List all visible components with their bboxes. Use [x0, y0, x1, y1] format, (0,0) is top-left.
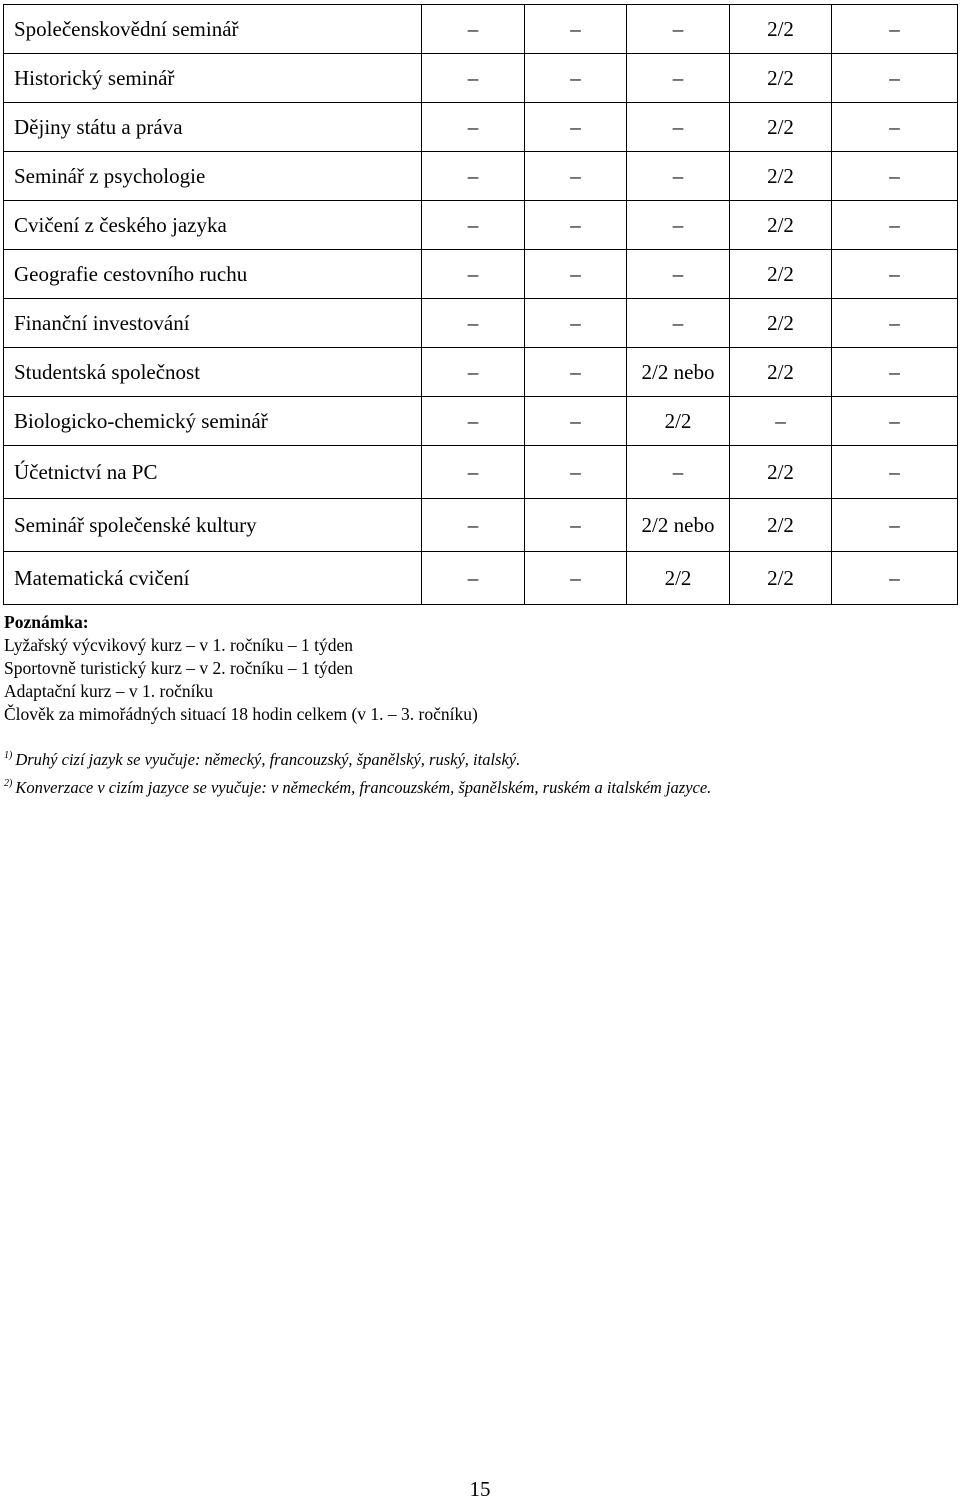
subject-name: Matematická cvičení: [4, 552, 422, 605]
year-1-value: –: [422, 54, 525, 103]
year-1-value: –: [422, 552, 525, 605]
table-row: [4, 552, 958, 605]
table-row: [4, 152, 958, 201]
note-line: Sportovně turistický kurz – v 2. ročníku – 1 týden: [4, 658, 353, 678]
footnotes-section: [4, 744, 711, 800]
subject-name: Účetnictví na PC: [4, 446, 422, 499]
table-row: [4, 299, 958, 348]
page-number: 15: [469, 1477, 491, 1501]
total-value: –: [832, 152, 958, 201]
subject-name: Geografie cestovního ruchu: [4, 250, 422, 299]
total-value: –: [832, 446, 958, 499]
subject-name: Společenskovědní seminář: [4, 5, 422, 54]
year-2-value: –: [525, 397, 627, 446]
table-row: [4, 5, 958, 54]
notes-heading: Poznámka:: [4, 612, 89, 632]
year-1-value: –: [422, 250, 525, 299]
subject-name: Finanční investování: [4, 299, 422, 348]
subject-name: Historický seminář: [4, 54, 422, 103]
year-4-value: 2/2: [730, 446, 832, 499]
year-4-value: 2/2: [730, 5, 832, 54]
year-4-value: 2/2: [730, 552, 832, 605]
year-4-value: 2/2: [730, 348, 832, 397]
year-2-value: –: [525, 299, 627, 348]
year-3-value: –: [627, 5, 730, 54]
year-1-value: –: [422, 499, 525, 552]
year-4-value: 2/2: [730, 499, 832, 552]
year-3-value: –: [627, 103, 730, 152]
year-4-value: 2/2: [730, 54, 832, 103]
year-1-value: –: [422, 5, 525, 54]
total-value: –: [832, 250, 958, 299]
table-row: [4, 397, 958, 446]
year-2-value: –: [525, 552, 627, 605]
year-2-value: –: [525, 103, 627, 152]
note-line: Lyžařský výcvikový kurz – v 1. ročníku – 1 týden: [4, 635, 353, 655]
year-2-value: –: [525, 201, 627, 250]
year-4-value: –: [730, 397, 832, 446]
year-3-value: –: [627, 201, 730, 250]
year-2-value: –: [525, 5, 627, 54]
total-value: –: [832, 552, 958, 605]
footnote-mark: 1): [4, 750, 13, 761]
year-3-value: –: [627, 250, 730, 299]
year-1-value: –: [422, 348, 525, 397]
year-1-value: –: [422, 103, 525, 152]
elective-subjects-table: [3, 4, 958, 605]
year-3-value: –: [627, 299, 730, 348]
notes-section: [4, 611, 478, 726]
total-value: –: [832, 348, 958, 397]
year-3-value: 2/2: [627, 397, 730, 446]
total-value: –: [832, 54, 958, 103]
footnote-mark: 2): [4, 778, 13, 789]
footnote: [4, 744, 711, 772]
table-row: [4, 201, 958, 250]
year-2-value: –: [525, 446, 627, 499]
table-row: [4, 348, 958, 397]
year-1-value: –: [422, 152, 525, 201]
year-1-value: –: [422, 201, 525, 250]
footnote-text: Konverzace v cizím jazyce se vyučuje: v německém, francouzském, španělském, ruském a italském jazyce.: [15, 778, 712, 797]
year-1-value: –: [422, 446, 525, 499]
subject-name: Cvičení z českého jazyka: [4, 201, 422, 250]
total-value: –: [832, 299, 958, 348]
total-value: –: [832, 103, 958, 152]
footnote-text: Druhý cizí jazyk se vyučuje: německý, francouzský, španělský, ruský, italský.: [15, 750, 521, 769]
year-1-value: –: [422, 397, 525, 446]
subject-name: Biologicko-chemický seminář: [4, 397, 422, 446]
subject-name: Seminář z psychologie: [4, 152, 422, 201]
year-1-value: –: [422, 299, 525, 348]
note-line: Adaptační kurz – v 1. ročníku: [4, 681, 213, 701]
year-4-value: 2/2: [730, 152, 832, 201]
total-value: –: [832, 397, 958, 446]
total-value: –: [832, 5, 958, 54]
subject-name: Dějiny státu a práva: [4, 103, 422, 152]
year-4-value: 2/2: [730, 201, 832, 250]
table-row: [4, 499, 958, 552]
year-4-value: 2/2: [730, 250, 832, 299]
year-2-value: –: [525, 348, 627, 397]
footnote: [4, 772, 711, 800]
subject-name: Seminář společenské kultury: [4, 499, 422, 552]
table-row: [4, 54, 958, 103]
total-value: –: [832, 499, 958, 552]
year-2-value: –: [525, 499, 627, 552]
year-3-value: –: [627, 54, 730, 103]
note-line: Člověk za mimořádných situací 18 hodin celkem (v 1. – 3. ročníku): [4, 704, 478, 724]
year-4-value: 2/2: [730, 299, 832, 348]
subject-name: Studentská společnost: [4, 348, 422, 397]
year-3-value: 2/2: [627, 552, 730, 605]
table-row: [4, 250, 958, 299]
year-2-value: –: [525, 250, 627, 299]
year-2-value: –: [525, 152, 627, 201]
year-2-value: –: [525, 54, 627, 103]
year-3-value: 2/2 nebo: [627, 499, 730, 552]
table-row: [4, 103, 958, 152]
table-row: [4, 446, 958, 499]
year-4-value: 2/2: [730, 103, 832, 152]
year-3-value: –: [627, 446, 730, 499]
year-3-value: –: [627, 152, 730, 201]
total-value: –: [832, 201, 958, 250]
year-3-value: 2/2 nebo: [627, 348, 730, 397]
